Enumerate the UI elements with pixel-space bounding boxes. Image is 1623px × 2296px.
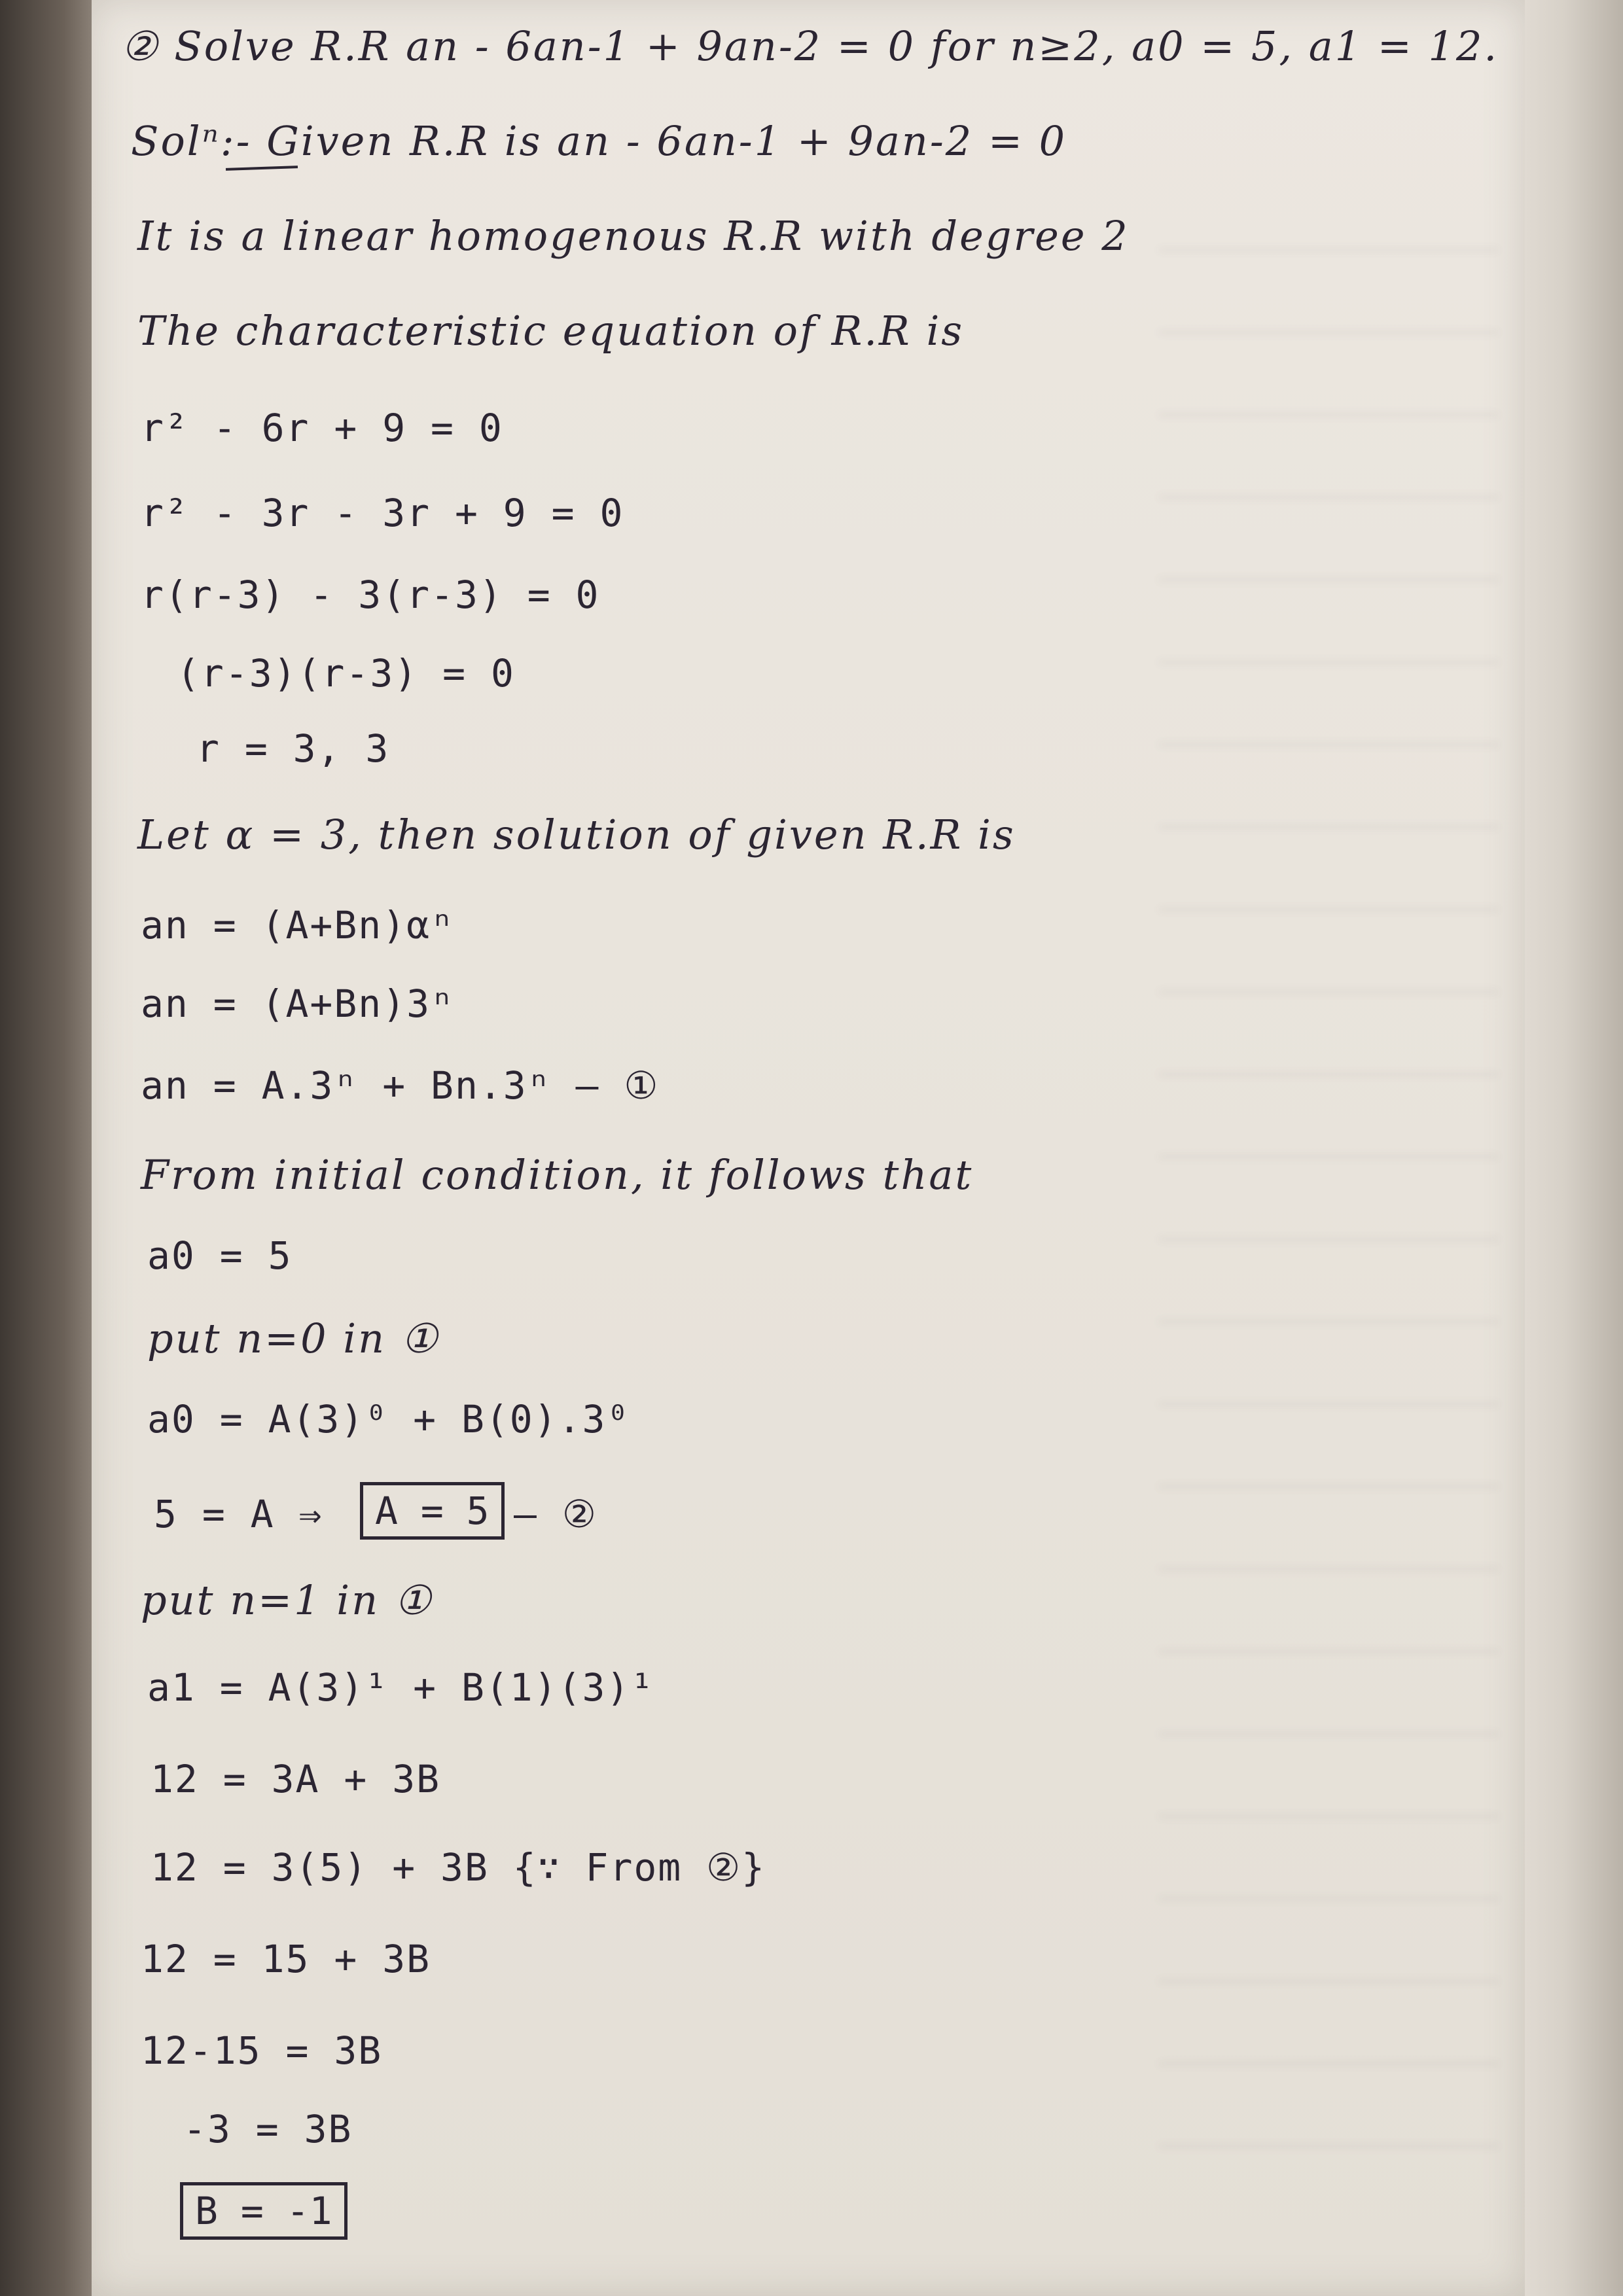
ref-2-label: — ② — [514, 1492, 597, 1536]
equation-1: r² - 6r + 9 = 0 — [141, 406, 503, 450]
put-n1-line: put n=1 in ① — [141, 1576, 433, 1624]
an-substituted: an = (A+Bn)3ⁿ — [141, 981, 455, 1026]
linear-homogenous-line: It is a linear homogenous R.R with degree 2 — [137, 212, 1130, 260]
five-equals-a: 5 = A ⇒ — [154, 1492, 323, 1536]
a0-value: a0 = 5 — [147, 1233, 293, 1278]
equation-12b: 12 = 3(5) + 3B {∵ From ②} — [151, 1845, 766, 1890]
question-line: ② Solve R.R an - 6an-1 + 9an-2 = 0 for n≥2, a0 = 5, a1 = 12. — [121, 22, 1499, 70]
equation-12d: 12-15 = 3B — [141, 2028, 383, 2073]
let-alpha-line: Let α = 3, then solution of given R.R is — [137, 811, 1016, 858]
put-n0-line: put n=0 in ① — [147, 1315, 440, 1362]
page-right-edge — [1525, 0, 1623, 2296]
equation-3: r(r-3) - 3(r-3) = 0 — [141, 573, 600, 617]
characteristic-line: The characteristic equation of R.R is — [137, 307, 965, 355]
solution-start-line: Solⁿ:- Given R.R is an - 6an-1 + 9an-2 = 0 — [131, 117, 1067, 165]
an-general: an = (A+Bn)αⁿ — [141, 903, 455, 947]
initial-condition-line: From initial condition, it follows that — [141, 1151, 974, 1199]
reverse-side-bleed-through — [1158, 170, 1499, 2199]
equation-12c: 12 = 15 + 3B — [141, 1937, 431, 1981]
a0-expression: a0 = A(3)⁰ + B(0).3⁰ — [147, 1397, 631, 1441]
b-result-box: B = -1 — [180, 2182, 348, 2240]
equation-2: r² - 3r - 3r + 9 = 0 — [141, 491, 624, 535]
an-expanded: an = A.3ⁿ + Bn.3ⁿ — ① — [141, 1063, 660, 1108]
roots-line: r = 3, 3 — [196, 726, 390, 771]
equation-4: (r-3)(r-3) = 0 — [177, 651, 515, 696]
notebook-page — [92, 0, 1525, 2296]
sol-underline — [226, 166, 298, 171]
equation-minus3: -3 = 3B — [183, 2107, 353, 2151]
equation-12a: 12 = 3A + 3B — [151, 1757, 441, 1801]
page-left-edge — [0, 0, 92, 2296]
a-result-box: A = 5 — [360, 1482, 505, 1540]
a1-expression: a1 = A(3)¹ + B(1)(3)¹ — [147, 1665, 655, 1710]
